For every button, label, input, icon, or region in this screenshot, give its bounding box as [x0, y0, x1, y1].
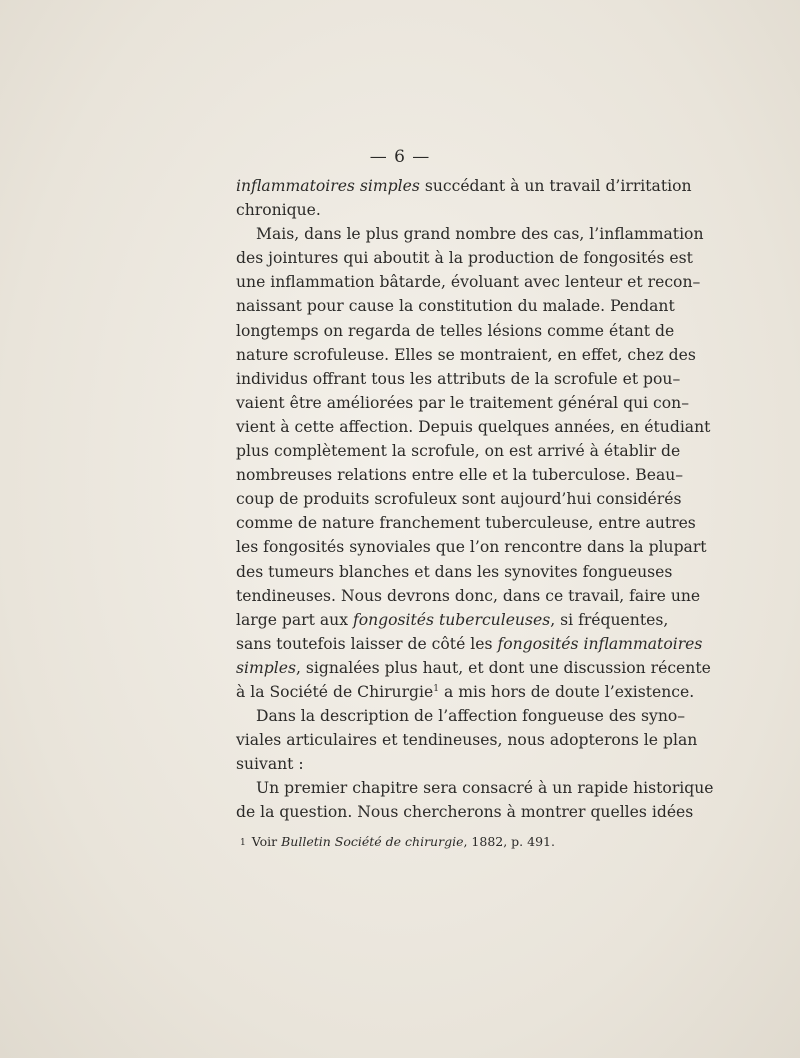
text-line — [236, 535, 707, 559]
text-line — [236, 487, 682, 511]
text-line — [236, 776, 714, 800]
line-text: plus complètement la scrofule, on est arrivé à établir de — [236, 442, 681, 461]
line-text: les fongosités synoviales que l’on rencontre dans la plupart — [236, 538, 707, 557]
italic-phrase: simples — [236, 658, 296, 677]
text-line — [236, 319, 675, 343]
footnote-suffix: , 1882, p. 491. — [463, 834, 555, 849]
line-text: vaient être améliorées par le traitement général qui con– — [236, 393, 690, 412]
italic-phrase: inflammatoires simples — [236, 177, 420, 195]
line-text: à la Société de Chirurgie — [236, 682, 434, 701]
line-text: individus offrant tous les attributs de la scrofule et pou– — [236, 369, 681, 388]
text-line — [236, 198, 642, 222]
line-text: a mis hors de doute l’existence. — [438, 682, 695, 701]
line-text: nature scrofuleuse. Elles se montraient, en effet, chez des — [236, 345, 696, 364]
line-text: comme de nature franchement tuberculeuse, entre autres — [236, 514, 696, 533]
line-text: , si fréquentes, — [550, 610, 669, 629]
text-line — [236, 174, 692, 198]
text-line — [236, 415, 711, 439]
page-number: — 6 — — [369, 147, 431, 167]
text-line — [236, 800, 694, 824]
line-text: coup de produits scrofuleux sont aujourd’hui considérés — [236, 490, 682, 509]
text-line — [236, 656, 711, 680]
text-line — [236, 584, 701, 608]
line-text: sans toutefois laisser de côté les — [236, 634, 498, 653]
text-line — [236, 246, 693, 270]
text-line — [236, 294, 675, 318]
text-line — [236, 608, 669, 632]
line-text: viales articulaires et tendineuses, nous adopterons le plan — [236, 731, 698, 750]
line-text: une inflammation bâtarde, évoluant avec lenteur et recon– — [236, 273, 701, 292]
text-line — [236, 728, 698, 752]
text-line — [236, 222, 704, 246]
line-text: longtemps on regarda de telles lésions comme étant de — [236, 321, 675, 340]
footnote-mark: 1 — [240, 838, 246, 848]
text-line — [236, 704, 686, 728]
line-text: suivant : — [236, 755, 304, 774]
text-line — [236, 752, 642, 776]
line-text: naissant pour cause la constitution du malade. Pendant — [236, 297, 675, 316]
line-text: tendineuses. Nous devrons donc, dans ce travail, faire une — [236, 586, 701, 605]
line-text: des tumeurs blanches et dans les synovites fongueuses — [236, 562, 673, 581]
line-text: Mais, dans le plus grand nombre des cas, l’inflammation — [256, 225, 704, 244]
italic-phrase: fongosités tuberculeuses — [352, 610, 551, 629]
body-text — [236, 174, 714, 825]
text-line — [236, 463, 684, 487]
line-text: des jointures qui aboutit à la production de fongosités est — [236, 249, 693, 268]
text-line — [236, 270, 701, 294]
footnote-citation: Bulletin Société de chirurgie — [281, 834, 464, 849]
text-line — [236, 391, 690, 415]
text-line — [236, 511, 696, 535]
italic-phrase: fongosités inflammatoires — [497, 634, 703, 653]
text-line — [236, 439, 681, 463]
text-line — [236, 343, 696, 367]
line-text: Un premier chapitre sera consacré à un rapide historique — [256, 779, 714, 798]
line-text: , signalées plus haut, et dont une discussion récente — [295, 658, 711, 677]
line-text: nombreuses relations entre elle et la tuberculose. Beau– — [236, 466, 684, 485]
line-text: vient à cette affection. Depuis quelques années, en étudiant — [236, 417, 711, 436]
text-line — [236, 632, 703, 656]
text-line — [236, 680, 695, 704]
line-text: large part aux — [236, 610, 353, 629]
line-text: succédant à un travail d’irritation — [419, 177, 692, 195]
text-line — [236, 560, 673, 584]
footnote — [240, 834, 555, 849]
line-text: chronique. — [236, 201, 321, 220]
line-text: de la question. Nous chercherons à montrer quelles idées — [236, 803, 694, 822]
footnote-reference: 1 — [433, 683, 439, 694]
line-text: Dans la description de l’affection fongueuse des syno– — [256, 707, 686, 726]
text-line — [236, 367, 681, 391]
footnote-prefix: Voir — [251, 834, 282, 849]
